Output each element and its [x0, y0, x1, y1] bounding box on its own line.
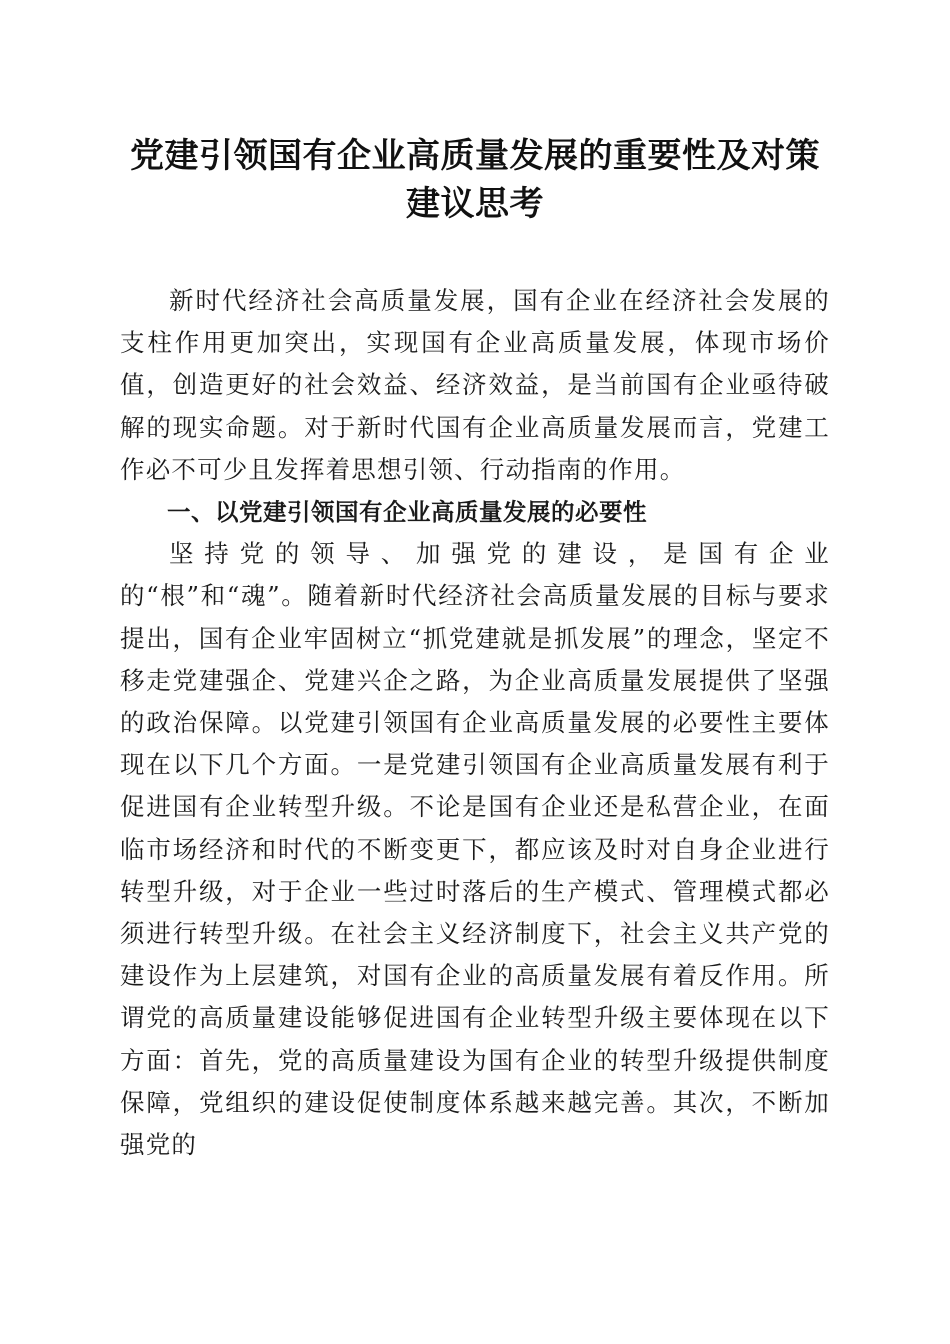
title-line-2: 建议思考 — [406, 184, 544, 224]
section-1-paragraph: 坚持党的领导、加强党的建设，是国有企业的“根”和“魂”。随着新时代经济社会高质量发展的目标与要求提出，国有企业牢固树立“抓党建就是抓发展”的理念，坚定不移走党建强企、党建兴企之路，为企业高质量发展提供了坚强的政治保障。以党建引领国有企业高质量发展的必要性主要体现在以下几个方面。一是党建引领国有企业高质量发展有利于促进国有企业转型升级。不论是国有企业还是私营企业，在面临市场经济和时代的不断变更下，都应该及时对自身企业进行转型升级，对于企业一些过时落后的生产模式、管理模式都必须进行转型升级。在社会主义经济制度下，社会主义共产党的建设作为上层建筑，对国有企业的高质量发展有着反作用。所谓党的高质量建设能够促进国有企业转型升级主要体现在以下方面：首先，党的高质量建设为国有企业的转型升级提供制度保障，党组织的建设促使制度体系越来越完善。其次，不断加强党的 — [120, 539, 830, 1160]
title-line-1: 党建引领国有企业高质量发展的重要性及对策 — [130, 136, 820, 176]
section-1-heading: 一、以党建引领国有企业高质量发展的必要性 — [167, 498, 647, 527]
document-title — [120, 132, 830, 228]
document-body — [120, 280, 830, 1166]
document-page — [120, 132, 830, 1166]
intro-paragraph: 新时代经济社会高质量发展，国有企业在经济社会发展的支柱作用更加突出，实现国有企业高质量发展，体现市场价值，创造更好的社会效益、经济效益，是当前国有企业亟待破解的现实命题。对于新时代国有企业高质量发展而言，党建工作必不可少且发挥着思想引领、行动指南的作用。 — [120, 286, 830, 484]
